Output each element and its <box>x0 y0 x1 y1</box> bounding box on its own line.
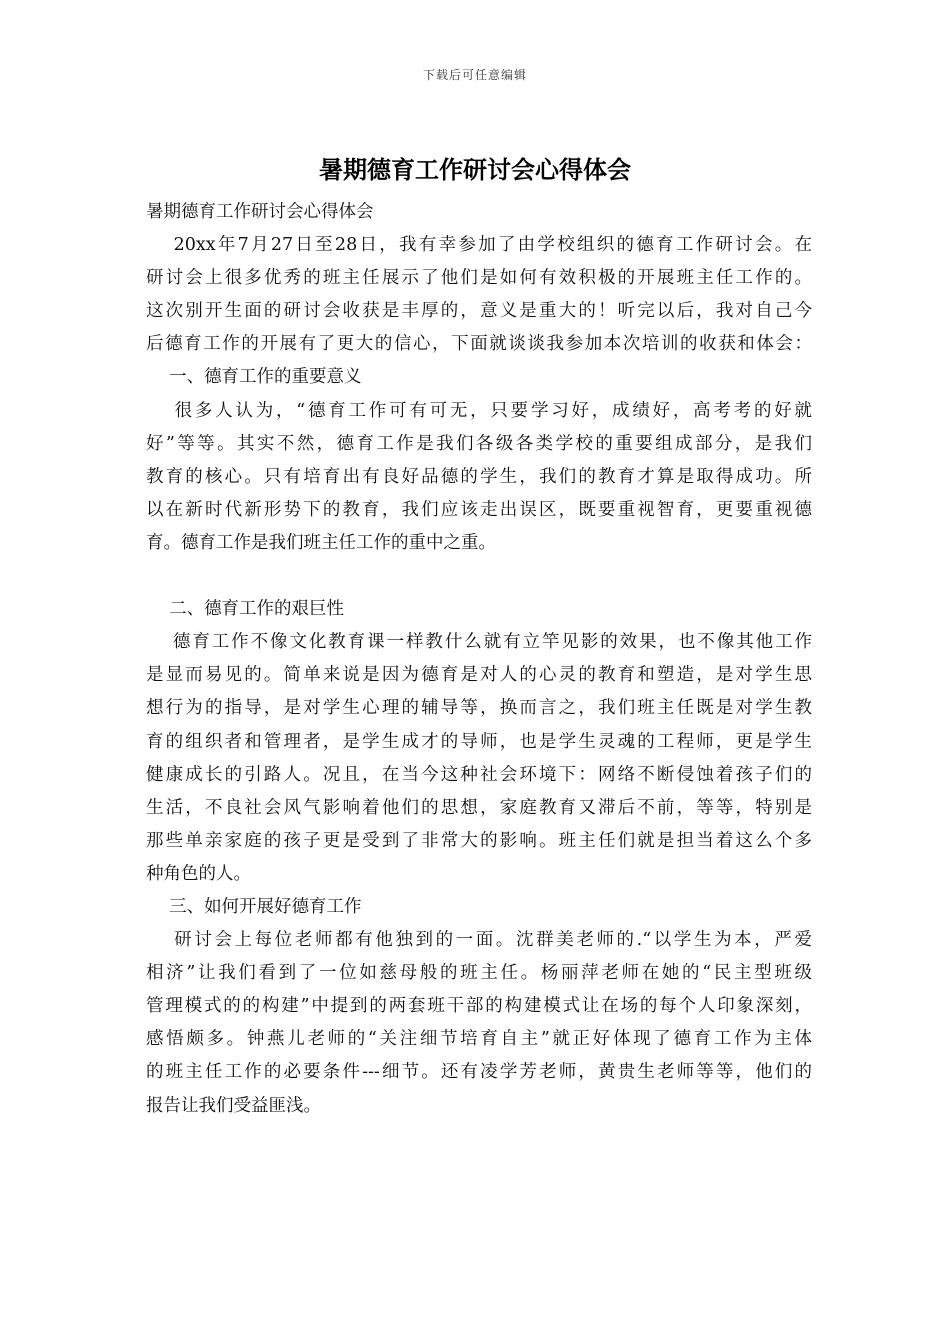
text-line: 20xx年7月27日至28日，我有幸参加了由学校组织的德育工作研讨会。在 <box>146 235 812 256</box>
text-line: 是显而易见的。简单来说是因为德育是对人的心灵的教育和塑造，是对学生思 <box>146 665 812 686</box>
text-line: 教育的核心。只有培育出有良好品德的学生，我们的教育才算是取得成功。所 <box>146 466 812 487</box>
text-line: 种角色的人。 <box>146 863 251 884</box>
page-header-note: 下载后可任意编辑 <box>422 68 527 82</box>
text-line: 生活，不良社会风气影响着他们的思想，家庭教育又滞后不前，等等，特别是 <box>146 797 812 818</box>
text-line: 那些单亲家庭的孩子更是受到了非常大的影响。班主任们就是担当着这么个多 <box>146 830 812 851</box>
text-line: 健康成长的引路人。况且，在当今这种社会环境下：网络不断侵蚀着孩子们的 <box>146 764 812 785</box>
text-line: 这次别开生面的研讨会收获是丰厚的，意义是重大的！听完以后，我对自己今 <box>146 301 812 322</box>
text-line: 二、德育工作的艰巨性 <box>146 599 345 620</box>
text-line: 相济”让我们看到了一位如慈母般的班主任。杨丽萍老师在她的“民主型班级 <box>146 963 812 984</box>
text-line: 育的组织者和管理者，是学生成才的导师，也是学生灵魂的工程师，更是学生 <box>146 731 812 752</box>
text-line: 的班主任工作的必要条件---细节。还有凌学芳老师，黄贵生老师等等，他们的 <box>146 1062 812 1083</box>
text-line: 德育工作不像文化教育课一样教什么就有立竿见影的效果，也不像其他工作 <box>146 632 812 653</box>
text-line: 管理模式的的构建”中提到的两套班干部的构建模式让在场的每个人印象深刻， <box>146 996 812 1017</box>
text-line: 育。德育工作是我们班主任工作的重中之重。 <box>146 532 496 553</box>
text-line: 很多人认为，“德育工作可有可无，只要学习好，成绩好，高考考的好就 <box>146 400 812 421</box>
text-line: 想行为的指导，是对学生心理的辅导等，换而言之，我们班主任既是对学生教 <box>146 698 812 719</box>
text-line: 感悟颇多。钟燕儿老师的“关注细节培育自主”就正好体现了德育工作为主体 <box>146 1029 812 1050</box>
text-line: 研讨会上很多优秀的班主任展示了他们是如何有效积极的开展班主任工作的。 <box>146 268 812 289</box>
text-line: 报告让我们受益匪浅。 <box>146 1095 321 1116</box>
text-line: 研讨会上每位老师都有他独到的一面。沈群美老师的.“以学生为本，严爱 <box>146 930 812 951</box>
document-body <box>146 196 812 1123</box>
document-title: 暑期德育工作研讨会心得体会 <box>319 155 631 184</box>
text-line: 后德育工作的开展有了更大的信心，下面就谈谈我参加本次培训的收获和体会： <box>146 334 812 355</box>
blank-line <box>146 560 812 593</box>
text-line: 以在新时代新形势下的教育，我们应该走出误区，既要重视智育，更要重视德 <box>146 499 812 520</box>
text-line: 三、如何开展好德育工作 <box>146 896 362 917</box>
text-line: 暑期德育工作研讨会心得体会 <box>146 202 374 222</box>
text-line: 一、德育工作的重要意义 <box>146 367 362 388</box>
text-line: 好”等等。其实不然，德育工作是我们各级各类学校的重要组成部分，是我们 <box>146 433 812 454</box>
